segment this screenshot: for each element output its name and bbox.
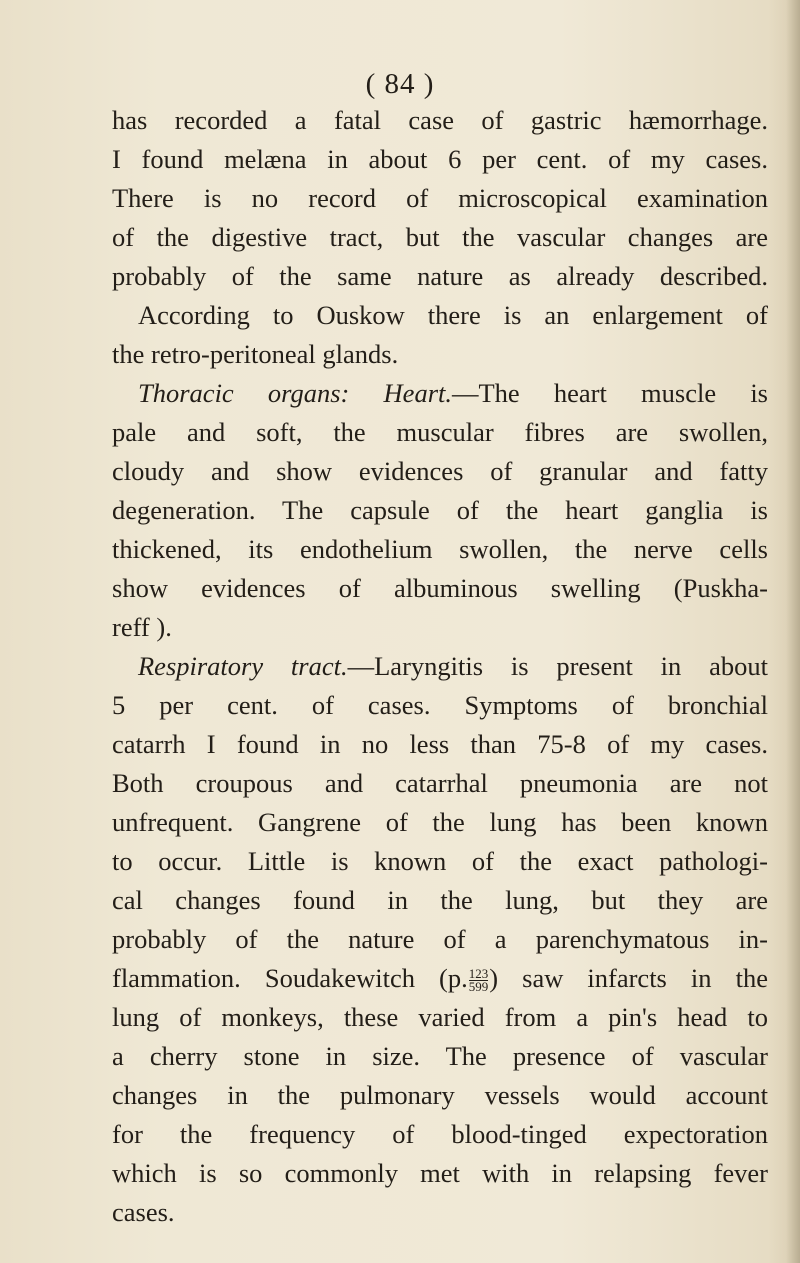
section-heading-thoracic: Thoracic organs: Heart. (138, 378, 452, 408)
text-line-heading (112, 647, 768, 686)
text-line: which is so commonly met with in relapsing fever (112, 1158, 768, 1188)
text-line: reff ). (112, 612, 172, 642)
text-line: cloudy and show evidences of granular and fatty (112, 456, 768, 486)
page-number: ( 84 ) (365, 68, 435, 100)
citation-numerator: 123 (468, 966, 489, 982)
text-line: 5 per cent. of cases. Symptoms of bronchial (112, 690, 768, 720)
text-line-after: ) saw infarcts in the (489, 963, 768, 993)
text-line: unfrequent. Gangrene of the lung has been known (112, 807, 768, 837)
text-line-heading (112, 374, 768, 413)
text-line: cases. (112, 1197, 175, 1227)
text-line: cal changes found in the lung, but they are (112, 885, 768, 915)
text-line: degeneration. The capsule of the heart ganglia is (112, 495, 768, 525)
text-line: Both croupous and catarrhal pneumonia are not (112, 768, 768, 798)
text-line-citation (112, 959, 768, 998)
text-line-before: flammation. Soudakewitch (p. (112, 963, 468, 993)
page-edge-shadow (786, 0, 800, 1263)
text-line-rest: —Laryngitis is present in about (347, 651, 768, 681)
text-line: According to Ouskow there is an enlargement of (138, 300, 768, 330)
text-line: I found melæna in about 6 per cent. of my cases. (112, 144, 768, 174)
text-line: probably of the same nature as already described. (112, 261, 768, 291)
text-line: lung of monkeys, these varied from a pin's head to (112, 1002, 768, 1032)
text-line: thickened, its endothelium swollen, the nerve cells (112, 534, 768, 564)
text-line: catarrh I found in no less than 75-8 of my cases. (112, 729, 768, 759)
citation-denominator: 599 (468, 979, 489, 995)
text-line: has recorded a fatal case of gastric hæmorrhage. (112, 105, 768, 135)
text-line: probably of the nature of a parenchymatous in- (112, 924, 768, 954)
text-line-rest: —The heart muscle is (452, 378, 768, 408)
text-line: changes in the pulmonary vessels would account (112, 1080, 768, 1110)
text-line: a cherry stone in size. The presence of vascular (112, 1041, 768, 1071)
text-line: pale and soft, the muscular fibres are swollen, (112, 417, 768, 447)
section-heading-respiratory: Respiratory tract. (138, 651, 348, 681)
text-line: show evidences of albuminous swelling (Puskha- (112, 573, 768, 603)
citation-fraction (469, 968, 489, 993)
body-text (112, 101, 768, 1232)
text-line: the retro-peritoneal glands. (112, 339, 399, 369)
text-line: for the frequency of blood-tinged expectoration (112, 1119, 768, 1149)
text-line: There is no record of microscopical examination (112, 183, 768, 213)
text-line: to occur. Little is known of the exact pathologi- (112, 846, 768, 876)
text-line: of the digestive tract, but the vascular changes are (112, 222, 768, 252)
